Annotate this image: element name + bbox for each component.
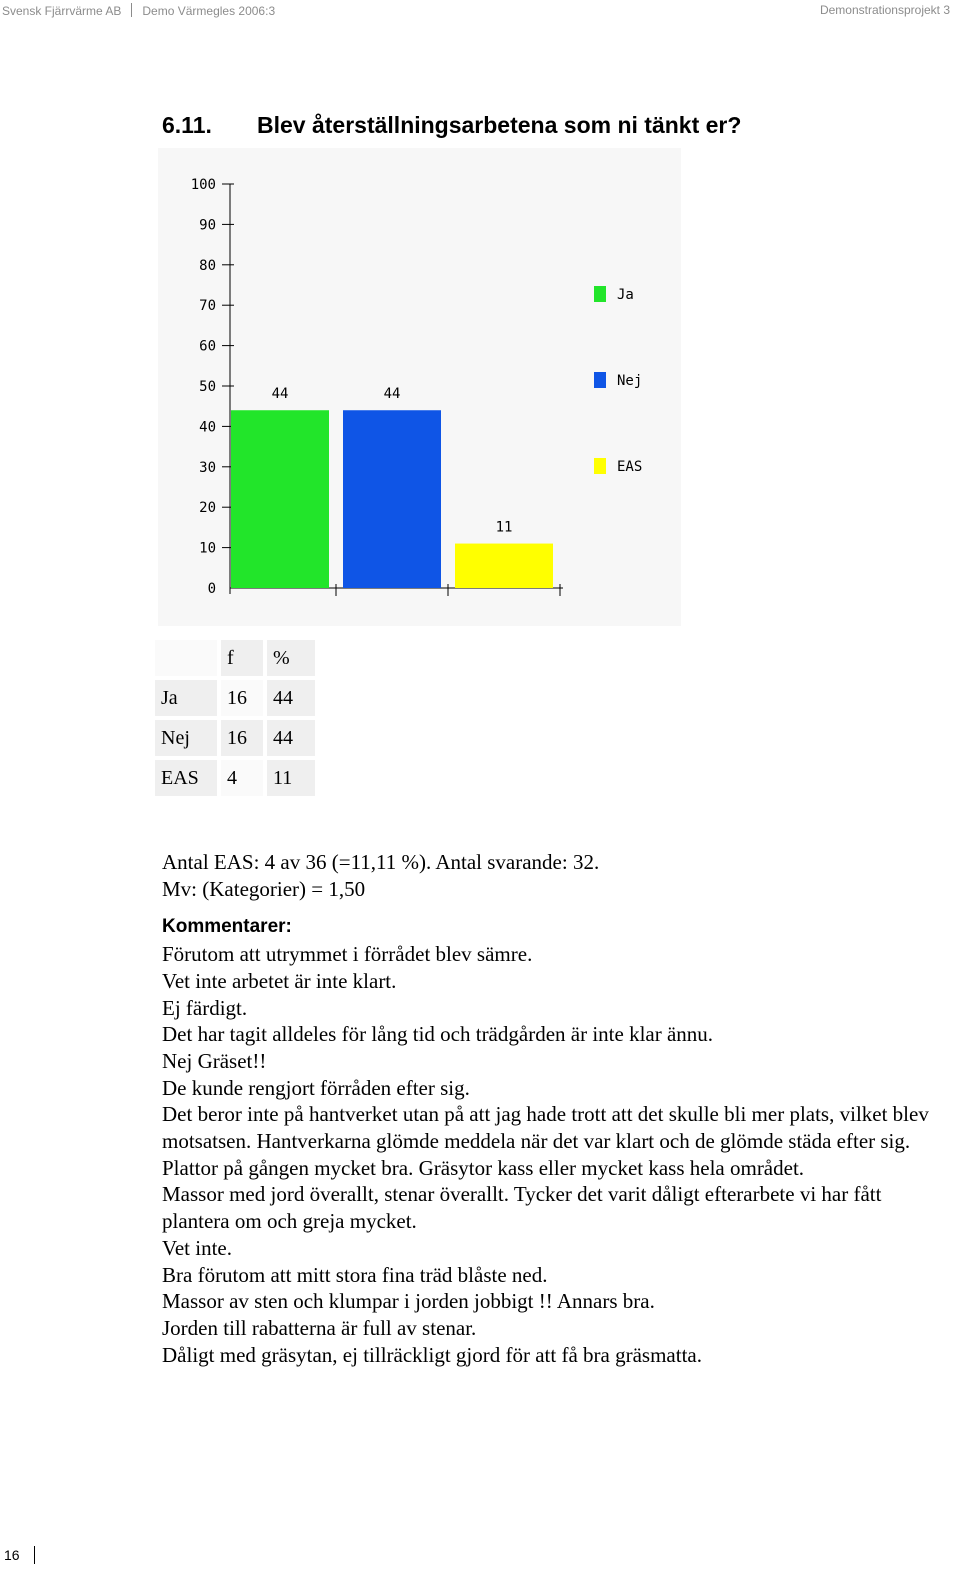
question-text: Blev återställningsarbetena som ni tänkt er? (257, 112, 742, 138)
project-name: Demonstrationsprojekt 3 (819, 3, 950, 17)
y-tick-label: 20 (199, 500, 216, 517)
mean-value-line: Mv: (Kategorier) = 1,50 (162, 876, 366, 901)
y-tick-label: 0 (207, 581, 216, 597)
bar-eas (455, 544, 553, 588)
comment-item: Det har tagit alldeles för lång tid och trädgården är inte klar ännu. (162, 1022, 714, 1047)
comment-item: Bra förutom att mitt stora fina träd blåste ned. (162, 1262, 548, 1287)
legend-swatch (594, 458, 606, 474)
frequency-table (151, 636, 319, 800)
data-label: 44 (383, 386, 401, 403)
legend-label: EAS (617, 459, 643, 475)
table-header-cell: f (221, 640, 263, 676)
legend-swatch (594, 372, 606, 388)
comment-item: Vet inte arbetet är inte klart. (162, 968, 397, 993)
y-tick-label: 90 (199, 217, 216, 234)
comment-item: Nej Gräset!! (162, 1048, 267, 1073)
page-header (0, 0, 960, 22)
table-cell: 16 (221, 720, 263, 756)
y-tick-label: 60 (199, 338, 216, 355)
y-tick-label: 70 (199, 298, 216, 315)
table-cell: EAS (155, 760, 217, 796)
bar-ja (231, 410, 329, 588)
company-name: Svensk Fjärrvärme AB (2, 4, 122, 18)
comment-item: Vet inte. (162, 1235, 232, 1260)
table-header-row (155, 640, 315, 676)
comment-item: Massor av sten och klumpar i jorden jobbigt !! Annars bra. (162, 1289, 655, 1314)
comment-item: Dåligt med gräsytan, ej tillräckligt gjord för att få bra gräsmatta. (162, 1342, 702, 1367)
header-divider (131, 3, 132, 17)
y-tick-label: 10 (199, 540, 216, 557)
comment-item: Förutom att utrymmet i förrådet blev sämre. (162, 942, 533, 967)
legend-label: Ja (617, 287, 634, 303)
results-text (162, 849, 952, 1368)
comment-item: Ej färdigt. (162, 995, 248, 1020)
data-label: 44 (271, 386, 289, 403)
bar-nej (343, 410, 441, 588)
comment-item: Plattor på gången mycket bra. Gräsytor kass eller mycket kass hela området. (162, 1155, 805, 1180)
legend-swatch (594, 286, 606, 302)
y-tick-label: 40 (199, 419, 216, 436)
comments-list (162, 941, 952, 1368)
table-row (155, 680, 315, 716)
footer-divider (34, 1546, 35, 1564)
page-number: 16 (4, 1547, 20, 1563)
bar-chart-svg (158, 148, 681, 626)
report-name: Demo Värmegles 2006:3 (142, 4, 276, 18)
question-title (162, 112, 741, 139)
y-tick-label: 30 (199, 459, 216, 476)
table-row (155, 760, 315, 796)
question-number: 6.11. (162, 112, 212, 138)
page-footer (4, 1546, 35, 1564)
stats-line: Antal EAS: 4 av 36 (=11,11 %). Antal svarande: 32. (162, 850, 600, 874)
table-cell: 44 (267, 720, 315, 756)
legend-label: Nej (617, 373, 643, 389)
table-header-cell (155, 640, 217, 676)
comment-item: Det beror inte på hantverket utan på att jag hade trott att det skulle bli mer plats, vilket blev motsatsen. Hantverkarna glömde meddela när det var klart och de glömde städa efter sig. (162, 1102, 929, 1154)
table-cell: 44 (267, 680, 315, 716)
data-label: 11 (495, 519, 513, 536)
comments-heading: Kommentarer: (162, 916, 292, 938)
table-cell: 11 (267, 760, 315, 796)
table-cell: 4 (221, 760, 263, 796)
table-cell: Nej (155, 720, 217, 756)
y-tick-label: 50 (199, 379, 216, 395)
comment-item: Jorden till rabatterna är full av stenar. (162, 1315, 477, 1340)
table-row (155, 720, 315, 756)
table-cell: Ja (155, 680, 217, 716)
comment-item: Massor med jord överallt, stenar överallt. Tycker det varit dåligt efterarbete vi har fått plantera om och greja mycket. (162, 1182, 882, 1234)
y-tick-label: 100 (190, 177, 216, 193)
bar-chart (158, 148, 681, 626)
table-header-cell: % (267, 640, 315, 676)
comment-item: De kunde rengjort förråden efter sig. (162, 1075, 470, 1100)
table-cell: 16 (221, 680, 263, 716)
y-tick-label: 80 (199, 257, 216, 274)
